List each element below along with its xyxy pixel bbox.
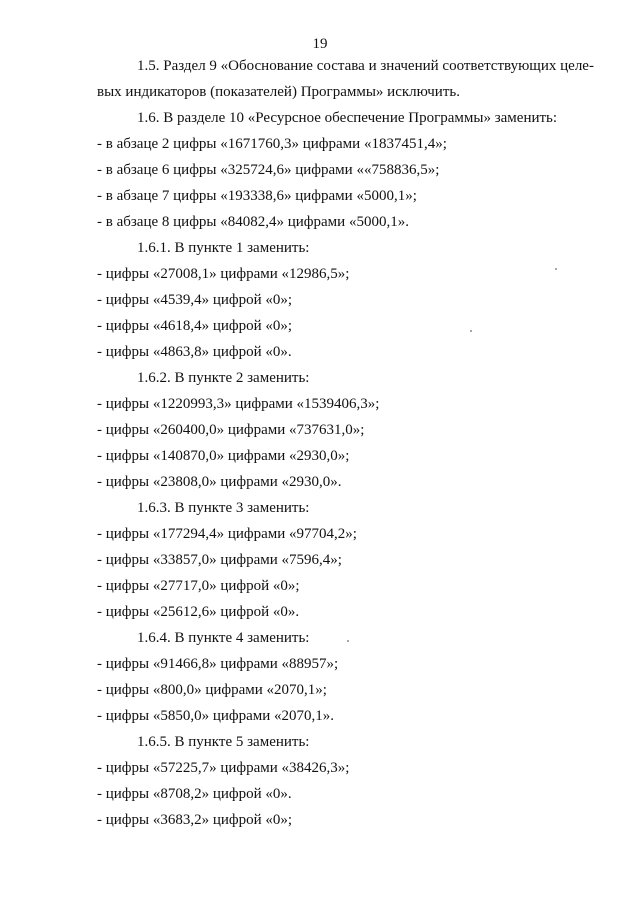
list-item: - цифры «4863,8» цифрой «0». <box>97 344 292 360</box>
list-item: - в абзаце 6 цифры «325724,6» цифрами ««758836,5»; <box>97 162 440 178</box>
list-item: - цифры «27717,0» цифрой «0»; <box>97 578 300 594</box>
subsection-heading: 1.6.2. В пункте 2 заменить: <box>137 370 310 386</box>
paragraph-1-5-line-1: 1.5. Раздел 9 «Обоснование состава и значений соответствующих целе- <box>137 58 594 74</box>
subsection-heading: 1.6.3. В пункте 3 заменить: <box>137 500 310 516</box>
list-item: - цифры «800,0» цифрами «2070,1»; <box>97 682 327 698</box>
list-item: - цифры «23808,0» цифрами «2930,0». <box>97 474 342 490</box>
subsection-heading: 1.6.5. В пункте 5 заменить: <box>137 734 310 750</box>
list-item: - цифры «8708,2» цифрой «0». <box>97 786 292 802</box>
paragraph-1-6-heading: 1.6. В разделе 10 «Ресурсное обеспечение Программы» заменить: <box>137 110 558 126</box>
list-item: - цифры «33857,0» цифрами «7596,4»; <box>97 552 342 568</box>
list-item: - в абзаце 7 цифры «193338,6» цифрами «5000,1»; <box>97 188 417 204</box>
list-item: - цифры «3683,2» цифрой «0»; <box>97 812 293 828</box>
scan-speck <box>555 268 557 270</box>
list-item: - цифры «140870,0» цифрами «2930,0»; <box>97 448 350 464</box>
paragraph-1-5-line-2: вых индикаторов (показателей) Программы» исключить. <box>97 84 460 100</box>
list-item: - в абзаце 2 цифры «1671760,3» цифрами «1837451,4»; <box>97 136 447 152</box>
list-item: - цифры «5850,0» цифрами «2070,1». <box>97 708 335 724</box>
scan-speck <box>470 330 472 332</box>
list-item: - цифры «57225,7» цифрами «38426,3»; <box>97 760 350 776</box>
list-item: - цифры «4618,4» цифрой «0»; <box>97 318 293 334</box>
list-item: - цифры «1220993,3» цифрами «1539406,3»; <box>97 396 380 412</box>
list-item: - в абзаце 8 цифры «84082,4» цифрами «5000,1». <box>97 214 409 230</box>
list-item: - цифры «260400,0» цифрами «737631,0»; <box>97 422 365 438</box>
scan-speck <box>347 640 349 642</box>
list-item: - цифры «4539,4» цифрой «0»; <box>97 292 293 308</box>
page-number: 19 <box>312 36 328 52</box>
list-item: - цифры «177294,4» цифрами «97704,2»; <box>97 526 357 542</box>
subsection-heading: 1.6.4. В пункте 4 заменить: <box>137 630 310 646</box>
list-item: - цифры «27008,1» цифрами «12986,5»; <box>97 266 350 282</box>
list-item: - цифры «25612,6» цифрой «0». <box>97 604 300 620</box>
list-item: - цифры «91466,8» цифрами «88957»; <box>97 656 339 672</box>
subsection-heading: 1.6.1. В пункте 1 заменить: <box>137 240 310 256</box>
